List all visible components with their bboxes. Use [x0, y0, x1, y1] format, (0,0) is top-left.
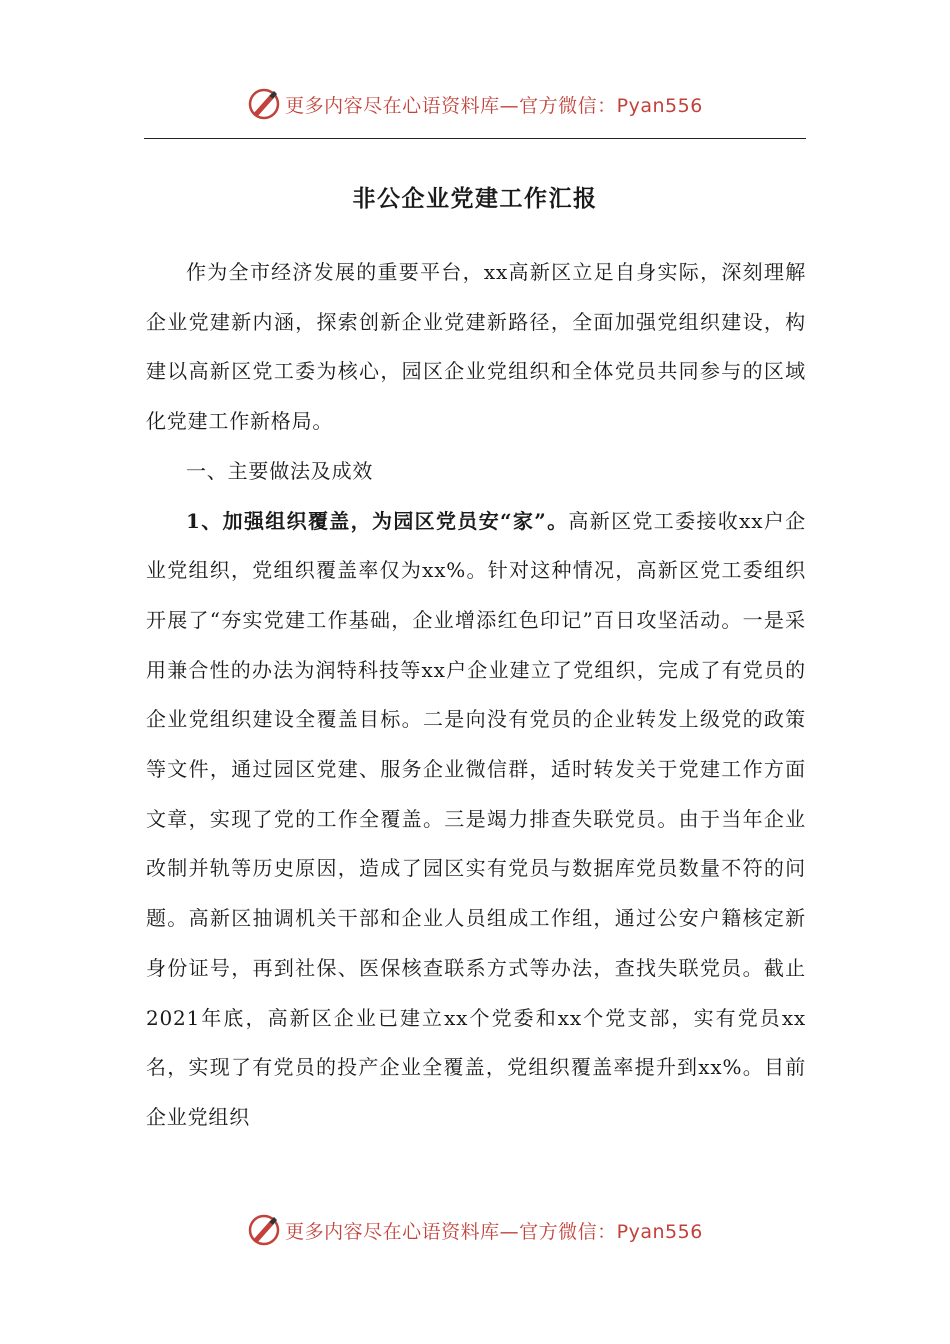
document-body: [146, 248, 806, 1143]
item-1-paragraph: [146, 497, 806, 1143]
intro-paragraph: 作为全市经济发展的重要平台，xx高新区立足自身实际，深刻理解企业党建新内涵，探索创新企业党建新路径，全面加强党组织建设，构建以高新区党工委为核心，园区企业党组织和全体党员共同参与的区域化党建工作新格局。: [146, 260, 806, 434]
wechat-id: Pyan556: [616, 1220, 703, 1243]
pen-logo-icon: [247, 1213, 281, 1247]
header-banner: [0, 82, 950, 126]
header-banner-text: 更多内容尽在心语资料库—官方微信：Pyan556: [285, 94, 703, 117]
footer-banner: [0, 1208, 950, 1252]
header-divider: [144, 138, 806, 139]
wechat-id: Pyan556: [616, 94, 703, 117]
item-1-body: 高新区党工委接收xx户企业党组织，党组织覆盖率仅为xx%。针对这种情况，高新区党工委组织开展了“夯实党建工作基础，企业增添红色印记”百日攻坚活动。一是采用兼合性的办法为润特科技等xx户企业建立了党组织，完成了有党员的企业党组织建设全覆盖目标。二是向没有党员的企业转发上级党的政策等文件，通过园区党建、服务企业微信群，适时转发关于党建工作方面文章，实现了党的工作全覆盖。三是竭力排查失联党员。由于当年企业改制并轨等历史原因，造成了园区实有党员与数据库党员数量不符的问题。高新区抽调机关干部和企业人员组成工作组，通过公安户籍核定新身份证号，再到社保、医保核查联系方式等办法，查找失联党员。截止2021年底，高新区企业已建立xx个党委和xx个党支部，实有党员xx名，实现了有党员的投产企业全覆盖，党组织覆盖率提升到xx%。目前企业党组织: [146, 508, 806, 1129]
document-title: 非公企业党建工作汇报: [352, 185, 598, 212]
section-heading: 一、主要做法及成效: [186, 458, 374, 483]
item-1-lead: 1、加强组织覆盖，为园区党员安“家”。: [186, 508, 569, 533]
footer-banner-text: 更多内容尽在心语资料库—官方微信：Pyan556: [285, 1220, 703, 1243]
pen-logo-icon: [247, 87, 281, 121]
